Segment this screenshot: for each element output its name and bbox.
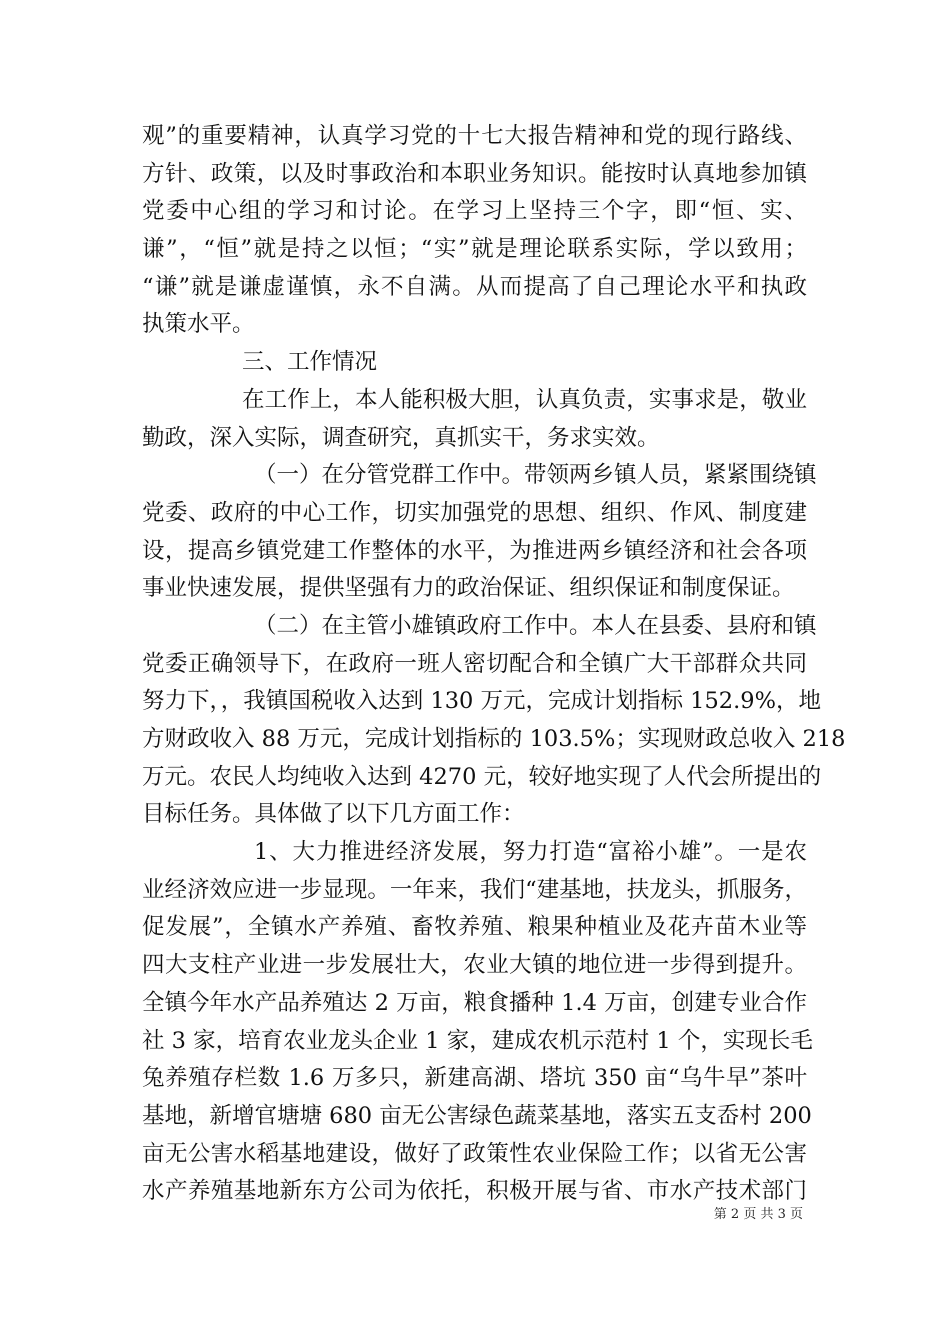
section-heading: 三、工作情况 [242,349,378,376]
paragraph-start-line: 1、大力推进经济发展，努力打造“富裕小雄”。一是农 [254,839,807,866]
text-line: 四大支柱产业进一步发展壮大，农业大镇的地位进一步得到提升。 [142,952,807,979]
text-line: 水产养殖基地新东方公司为依托，积极开展与省、市水产技术部门 [142,1178,807,1205]
text-line: 基地，新增官塘塘 680 亩无公害绿色蔬菜基地，落实五支岙村 200 [142,1102,812,1129]
text-line: 全镇今年水产品养殖达 2 万亩，粮食播种 1.4 万亩，创建专业合作 [142,989,807,1016]
paragraph-start-line: 在工作上，本人能积极大胆，认真负责，实事求是，敬业 [242,386,807,413]
text-line: 方针、政策，以及时事政治和本职业务知识。能按时认真地参加镇 [142,160,807,187]
text-line: 亩无公害水稻基地建设，做好了政策性农业保险工作；以省无公害 [142,1140,807,1167]
text-line: 兔养殖存栏数 1.6 万多只，新建高湖、塔坑 350 亩“乌牛早”茶叶 [142,1065,807,1092]
text-line: 努力下，，我镇国税收入达到 130 万元，完成计划指标 152.9%，地 [142,688,821,715]
paragraph-start-line: （二）在主管小雄镇政府工作中。本人在县委、县府和镇 [254,612,817,639]
text-line: 设，提高乡镇党建工作整体的水平，为推进两乡镇经济和社会各项 [142,537,807,564]
text-line: 目标任务。具体做了以下几方面工作： [142,801,525,828]
text-line: “谦”就是谦虚谨慎，永不自满。从而提高了自己理论水平和执政 [142,273,807,300]
document-body [142,118,846,1211]
text-line: 勤政，深入实际，调查研究，真抓实干，务求实效。 [142,424,660,451]
text-line: 万元。农民人均纯收入达到 4270 元，较好地实现了人代会所提出的 [142,763,822,790]
text-line: 方财政收入 88 万元，完成计划指标的 103.5%；实现财政总收入 218 [142,726,846,752]
text-line: 党委、政府的中心工作，切实加强党的思想、组织、作风、制度建 [142,499,807,526]
text-line: 观”的重要精神，认真学习党的十七大报告精神和党的现行路线、 [142,123,807,149]
paragraph-start-line: （一）在分管党群工作中。带领两乡镇人员，紧紧围绕镇 [254,462,817,489]
text-line: 党委正确领导下，在政府一班人密切配合和全镇广大干部群众共同 [142,650,807,677]
text-line: 谦”，“恒”就是持之以恒；“实”就是理论联系实际，学以致用； [142,236,807,263]
page-number: 第 2 页 共 3 页 [713,1207,803,1222]
text-line: 党委中心组的学习和讨论。在学习上坚持三个字，即“恒、实、 [142,198,807,225]
text-line: 事业快速发展，提供坚强有力的政治保证、组织保证和制度保证。 [142,575,795,602]
text-line: 社 3 家，培育农业龙头企业 1 家，建成农机示范村 1 个，实现长毛 [142,1027,813,1054]
text-line: 执策水平。 [142,311,255,338]
text-line: 促发展”，全镇水产养殖、畜牧养殖、粮果种植业及花卉苗木业等 [142,914,807,941]
text-line: 业经济效应进一步显现。一年来，我们“建基地，扶龙头，抓服务， [142,876,807,903]
